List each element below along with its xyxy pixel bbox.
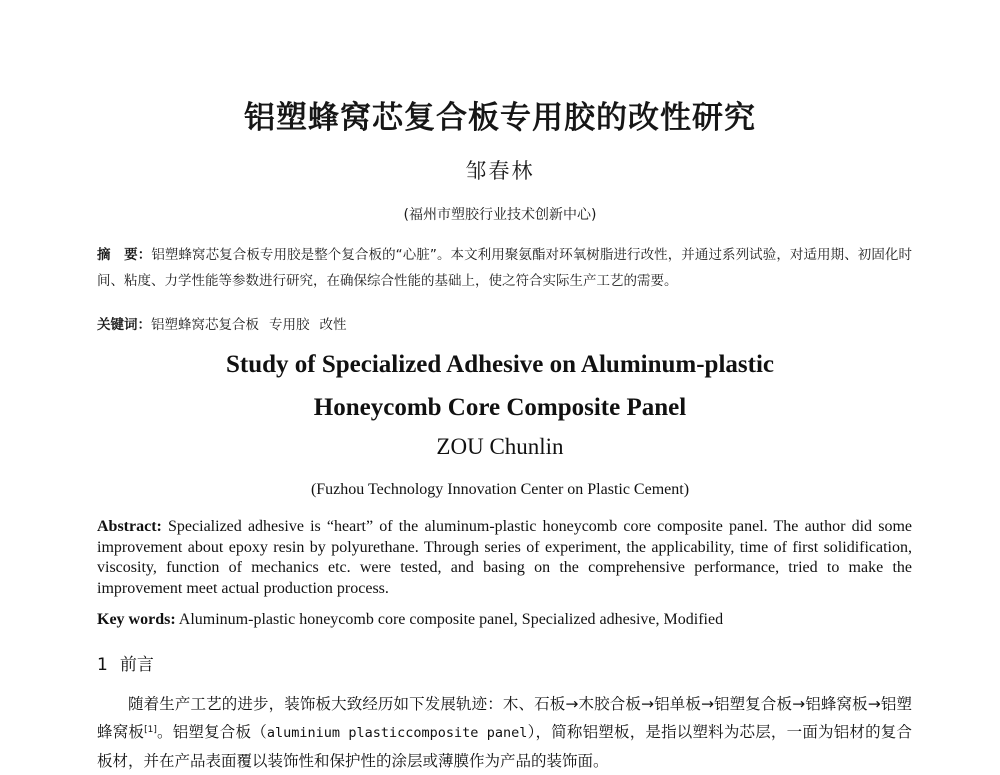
chinese-abstract-text: 铝塑蜂窝芯复合板专用胶是整个复合板的“心脏”。本文利用聚氨酯对环氧树脂进行改性，并通过系列试验，对适用期、初固化时间、粘度、力学性能等参数进行研究，在确保综合性能的基础上，使之符合实际生产工艺的需要。 <box>97 247 912 289</box>
body-text-part2: 。铝塑复合板（ <box>156 723 267 741</box>
chinese-keyword: 专用胶 <box>269 317 310 333</box>
chinese-abstract <box>97 242 912 294</box>
english-keywords-text: Aluminum-plastic honeycomb core composite panel, Specialized adhesive, Modified <box>175 611 724 628</box>
chinese-affiliation: (福州市塑胶行业技术创新中心) <box>403 207 597 223</box>
chinese-keyword: 改性 <box>319 317 347 333</box>
english-title-line2: Honeycomb Core Composite Panel <box>313 394 687 421</box>
english-affiliation: (Fuzhou Technology Innovation Center on Plastic Cement) <box>310 481 690 498</box>
body-text-part3: ），简称铝塑板，是指以塑料为芯层，一面为铝材的复合板材，并在产品表面覆以装饰性和保护性的涂层或薄膜作为产品的装饰面。 <box>97 723 912 770</box>
chinese-keyword: 铝塑蜂窝芯复合板 <box>151 317 259 333</box>
english-abstract-text: Specialized adhesive is “heart” of the aluminum-plastic honeycomb core composite panel. The author did some improvement about epoxy resin by polyurethane. Through series of experiment, the applicability, time of first solidification, viscosity, function of mechanics etc. were tested, and basing on the comprehensive performance, tried to make the improvement meet actual production process. <box>97 518 912 597</box>
english-author: ZOU Chunlin <box>436 434 564 459</box>
english-title-line1: Study of Specialized Adhesive on Aluminum-plastic <box>226 351 774 378</box>
section-number: 1 <box>97 655 108 675</box>
citation-ref: [1] <box>144 725 157 735</box>
chinese-keywords <box>97 313 912 333</box>
section-heading <box>97 650 154 675</box>
chinese-abstract-label: 摘 要： <box>97 247 152 263</box>
english-keywords-label: Key words: <box>97 611 176 628</box>
section-title: 前言 <box>119 655 154 675</box>
english-keywords <box>97 611 912 629</box>
body-text-english-term: aluminium plasticcomposite panel <box>266 725 528 741</box>
chinese-author: 邹春林 <box>465 159 535 183</box>
english-abstract <box>97 517 912 599</box>
chinese-keywords-label: 关键词： <box>97 317 151 333</box>
body-text-part1: 随着生产工艺的进步，装饰板大致经历如下发展轨迹：木、石板→木胶合板→铝单板→铝塑复合板→铝蜂窝板→铝塑蜂窝板 <box>97 695 912 741</box>
english-abstract-label: Abstract: <box>97 518 162 535</box>
chinese-title: 铝塑蜂窝芯复合板专用胶的改性研究 <box>244 100 756 136</box>
body-paragraph <box>97 690 912 775</box>
